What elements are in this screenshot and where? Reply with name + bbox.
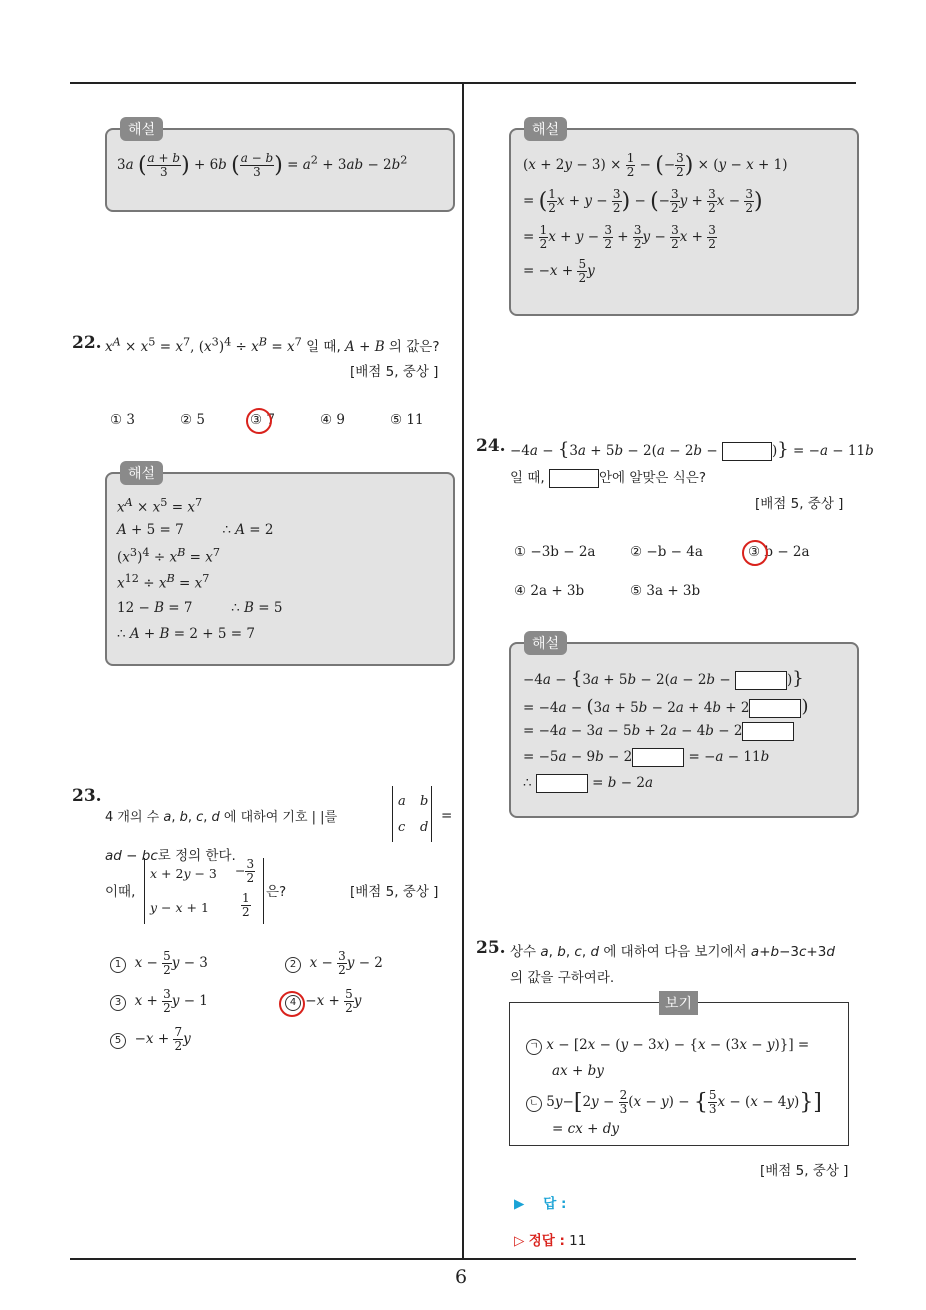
q22-choice-4[interactable]: ④ 9 — [320, 412, 345, 428]
q23-text-4: 은? — [266, 884, 287, 900]
q23-number: 23. — [72, 786, 102, 806]
q25-text-1: 상수 a, b, c, d 에 대하여 다음 보기에서 a+b−3c+3d — [510, 944, 835, 960]
solution-22-line-2: A + 5 = 7 ∴ A = 2 — [117, 522, 274, 538]
q23-choice-2[interactable]: 2 x − $\frac{3}{2}$ y − 2 — [285, 950, 383, 977]
solution-tag-21: 해설 — [120, 117, 163, 141]
q22-number: 22. — [72, 333, 102, 353]
correct-arrow-icon: ▷ — [514, 1233, 525, 1249]
bogi-tag: 보기 — [659, 991, 698, 1015]
solution-23-line-4: = −x + $\frac{5}{2}$ y — [523, 257, 595, 285]
answer-row[interactable] — [514, 1192, 566, 1212]
correct-value: 11 — [569, 1233, 587, 1249]
q23-text-1: 4 개의 수 a, b, c, d 에 대하여 기호 | |를 — [105, 810, 338, 825]
solution-23-line-2: = ( $\frac{1}{2}$ x + y − $\frac{3}{2}$ ) − (− $\frac{3}{2}$ y + $\frac{3}{2}$ x − $\frac{3}{2}$ ) — [523, 187, 763, 215]
column-divider — [462, 82, 464, 1258]
solution-box-23 — [509, 128, 859, 316]
q23-text-2: ad − bc로 정의 한다. — [105, 848, 236, 864]
q24-answer-mark — [742, 540, 768, 566]
q23-choice-1[interactable]: 1 x − $\frac{5}{2}$ y − 3 — [110, 950, 208, 977]
solution-22-line-3: $(x^3)^4 \div x^B = x^7$ — [117, 546, 221, 566]
correct-answer-row — [514, 1229, 586, 1249]
answer-label: 답 : — [543, 1196, 567, 1212]
q22-choice-5[interactable]: ⑤ 11 — [390, 412, 424, 428]
q22-choice-2[interactable]: ② 5 — [180, 412, 205, 428]
solution-24-line-3: = −4a − 3a − 5b + 2a − 4b − 2 — [523, 722, 794, 741]
solution-22-line-5: 12 − B = 7 ∴ B = 5 — [117, 600, 283, 616]
solution-22-line-1: $x^A \times x^5 = x^7$ — [117, 496, 203, 516]
q24-text-1: −4a − {3a + 5b − 2(a − 2b − )} = −a − 11b — [510, 439, 874, 460]
q23-choice-4[interactable]: 4 −x + $\frac{5}{2}$ y — [285, 988, 361, 1015]
q22-choice-3[interactable]: ③ 7 — [250, 412, 275, 428]
q23-score: [배점 5, 중상 ] — [350, 884, 439, 900]
q24-number: 24. — [476, 436, 506, 456]
bogi-box — [509, 1002, 849, 1146]
bogi-line-3: ㄴ 5y−[2y − $\frac{2}{3}$ (x − y) − { $\frac{5}{3}$ x − (x − 4y)}] — [526, 1089, 822, 1116]
q22-score: [배점 5, 중상 ] — [350, 364, 439, 380]
solution-box-24 — [509, 642, 859, 818]
bogi-line-4: = cx + dy — [552, 1121, 619, 1137]
q24-score: [배점 5, 중상 ] — [755, 496, 844, 512]
q23-choice-5[interactable]: 5 −x + $\frac{7}{2}$ y — [110, 1026, 191, 1053]
q24-choice-3[interactable]: ③ b − 2a — [748, 544, 810, 560]
q22-text: $x^A \times x^5 = x^7$, $(x^3)^4 \div x^B = x^7$ 일 때, A + B 의 값은? — [105, 335, 440, 355]
q23-matrix: x + 2y − 3 − $\frac{3}{2}$ y − x + 1 $\frac{1}{2}$ — [144, 858, 264, 924]
solution-box-22 — [105, 472, 455, 666]
q25-number: 25. — [476, 938, 506, 958]
solution-tag-24: 해설 — [524, 631, 567, 655]
solution-23-line-3: = $\frac{1}{2}$ x + y − $\frac{3}{2}$ + $\frac{3}{2}$ y − $\frac{3}{2}$ x + $\frac{3}{2}$ — [523, 223, 716, 251]
solution-21-line: 3a ( $\frac{a + b}{3}$ ) + 6b ( $\frac{a - b}{3}$ ) = $a^2 + 3ab - 2b^2$ — [117, 151, 408, 179]
q22-choice-1[interactable]: ① 3 — [110, 412, 135, 428]
q23-equals: = — [441, 808, 453, 824]
q25-score: [배점 5, 중상 ] — [760, 1163, 849, 1179]
q24-text-2: 일 때, 안에 알맞은 식은? — [510, 470, 707, 486]
solution-24-line-2: = −4a − (3a + 5b − 2a + 4b + 2 ) — [523, 696, 809, 717]
q23-choice-3[interactable]: 3 x + $\frac{3}{2}$ y − 1 — [110, 988, 208, 1015]
solution-22-line-4: $x^{12} \div x^B = x^7$ — [117, 572, 210, 592]
q23-text-3: 이때, — [105, 884, 136, 900]
solution-24-line-1: −4a − {3a + 5b − 2(a − 2b − )} — [523, 668, 804, 689]
answer-arrow-icon: ▶ — [514, 1196, 525, 1212]
bottom-rule — [70, 1258, 856, 1260]
solution-22-line-6: ∴ A + B = 2 + 5 = 7 — [117, 626, 255, 642]
q25-text-2: 의 값을 구하여라. — [510, 970, 615, 986]
bogi-line-2: ax + by — [552, 1063, 604, 1079]
q24-choice-2[interactable]: ② −b − 4a — [630, 544, 703, 560]
page-number: 6 — [455, 1266, 468, 1288]
solution-tag-23: 해설 — [524, 117, 567, 141]
solution-24-line-4: = −5a − 9b − 2 = −a − 11b — [523, 749, 770, 765]
q23-answer-mark — [279, 991, 305, 1017]
solution-tag-22: 해설 — [120, 461, 163, 485]
solution-23-line-1: (x + 2y − 3) × $\frac{1}{2}$ − (− $\frac{3}{2}$ ) × (y − x + 1) — [523, 151, 788, 179]
solution-24-line-5: ∴ = b − 2a — [523, 775, 653, 791]
q24-choice-4[interactable]: ④ 2a + 3b — [514, 583, 585, 599]
q24-choice-1[interactable]: ① −3b − 2a — [514, 544, 596, 560]
q23-determinant: a b c d — [392, 786, 432, 842]
q22-answer-mark — [246, 408, 272, 434]
q24-choice-5[interactable]: ⑤ 3a + 3b — [630, 583, 701, 599]
bogi-line-1: ㄱ x − [2x − (y − 3x) − {x − (3x − y)}] = — [526, 1037, 809, 1055]
correct-label: 정답 : — [528, 1233, 565, 1249]
